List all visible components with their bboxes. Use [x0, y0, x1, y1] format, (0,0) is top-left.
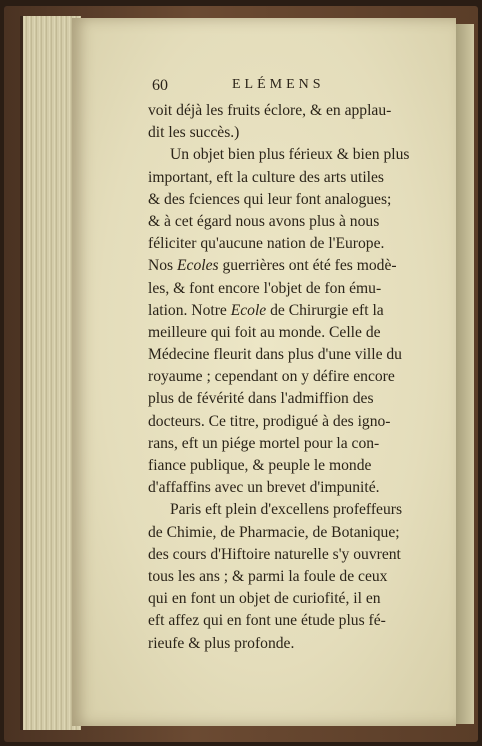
text-line: fiance publique, & peuple le monde	[148, 457, 372, 474]
page-number: 60	[152, 77, 168, 94]
text-line: meilleure qui foit au monde. Celle de	[148, 323, 381, 341]
text-line: de Chimie, de Pharmacie, de Botanique;	[148, 523, 400, 541]
text-line: royaume ; cependant on y défire encore	[148, 368, 395, 386]
text-line: Un objet bien plus férieux & bien plus	[170, 146, 410, 164]
text-line: qui en font un objet de curiofité, il en	[148, 590, 381, 608]
text-line: lation. Notre Ecole de Chirurgie eft la	[148, 301, 384, 319]
page-header	[152, 77, 412, 97]
text-line: & à cet égard nous avons plus à nous	[148, 212, 380, 230]
text-line: eft affez qui en font une étude plus fé-	[148, 612, 386, 630]
text-line: plus de févérité dans l'admiffion des	[148, 390, 374, 408]
text-line: des cours d'Hiftoire naturelle s'y ouvrent	[148, 545, 401, 563]
text-line: important, eft la culture des arts utiles	[148, 168, 385, 186]
text-line: féliciter qu'aucune nation de l'Europe.	[148, 235, 385, 253]
text-line: voit déjà les fruits éclore, & en applau-	[148, 102, 392, 119]
next-page-edge	[456, 24, 474, 724]
text-line: & des fciences qui leur font analogues;	[148, 190, 392, 208]
text-line: docteurs. Ce titre, prodigué à des igno-	[148, 412, 391, 430]
text-line: tous les ans ; & parmi la foule de ceux	[148, 567, 388, 585]
text-line: d'affaffins avec un brevet d'impunité.	[148, 479, 380, 497]
running-title: ELÉMENS	[232, 77, 325, 92]
text-line: Paris eft plein d'excellens profeffeurs	[170, 501, 403, 519]
text-line: rieufe & plus profonde.	[148, 634, 295, 652]
body-text	[148, 100, 428, 655]
text-line: dit les succès.)	[148, 124, 240, 142]
text-line: les, & font encore l'objet de fon ému-	[148, 279, 382, 297]
text-line: Nos Ecoles guerrières ont été fes modè-	[148, 257, 397, 275]
text-line: Médecine fleurit dans plus d'une ville du	[148, 346, 402, 364]
text-line: rans, eft un piége mortel pour la con-	[148, 434, 380, 452]
